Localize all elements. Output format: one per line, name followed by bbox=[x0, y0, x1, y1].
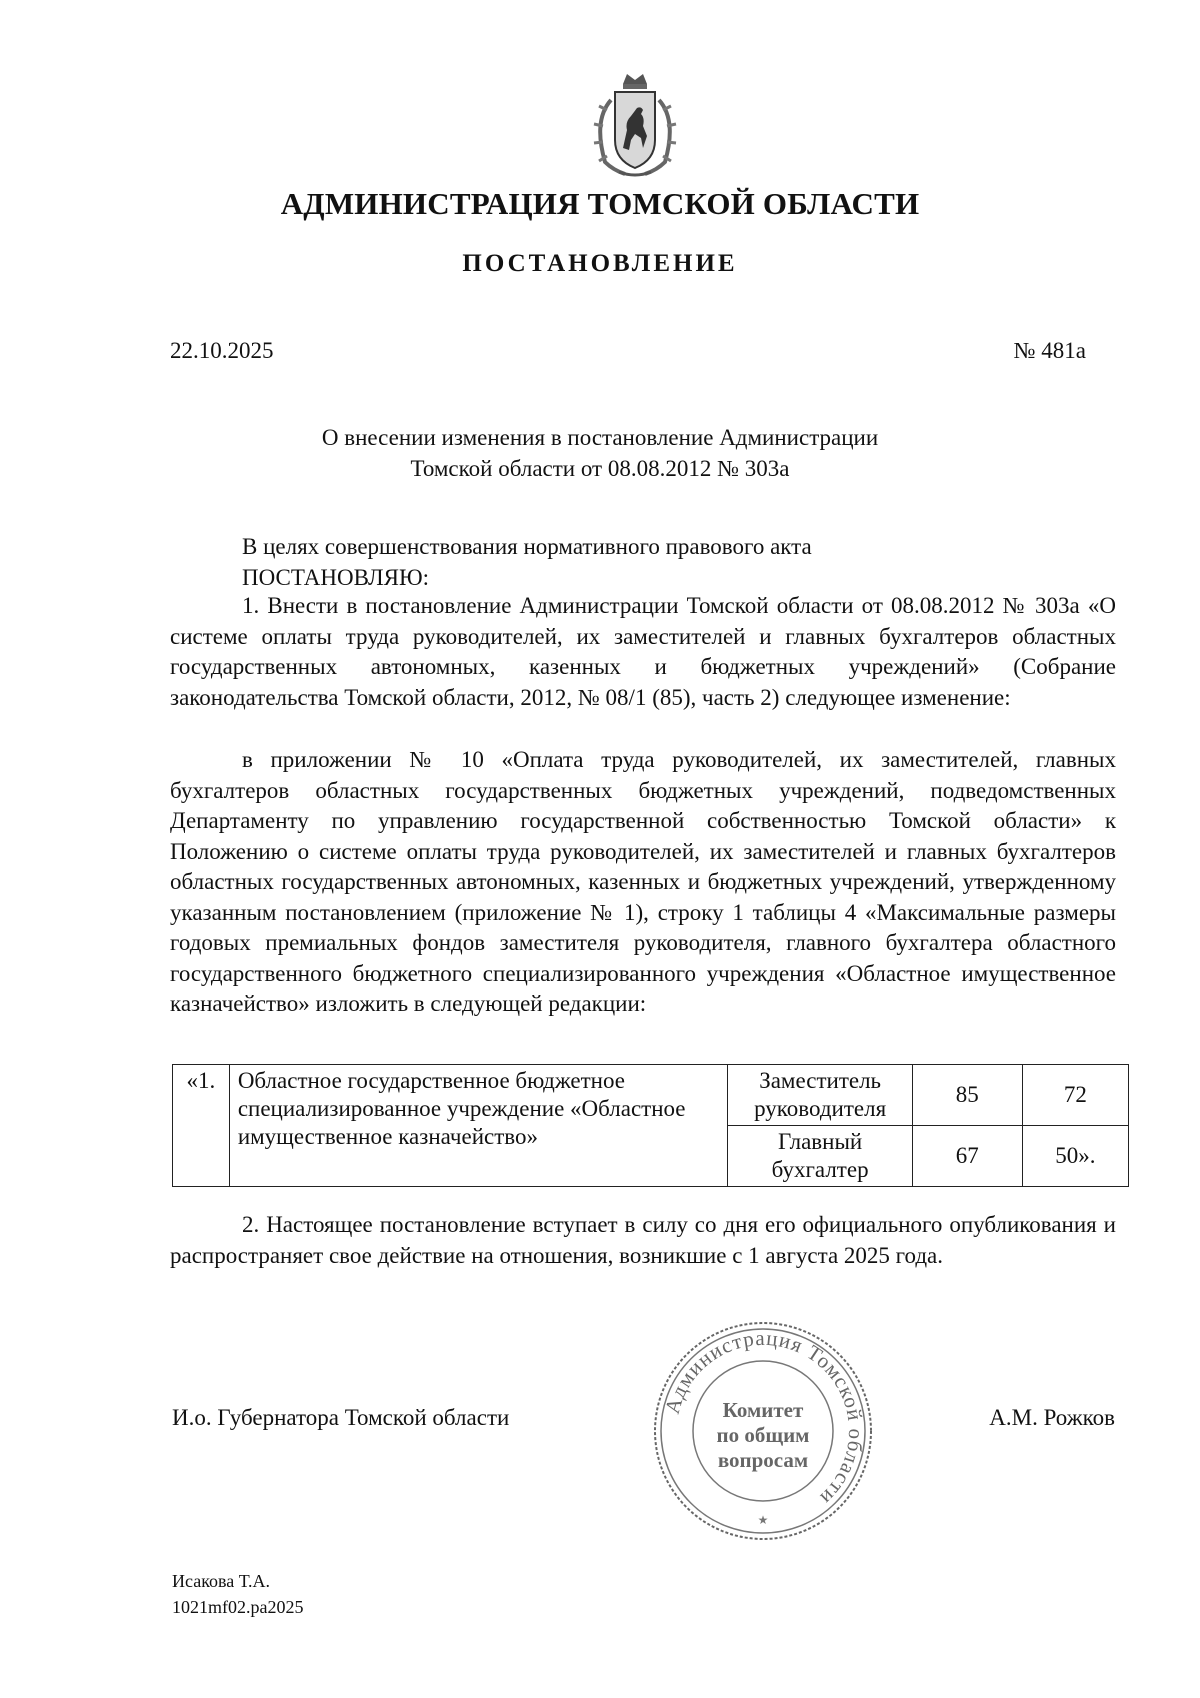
table-row bbox=[173, 1065, 1129, 1126]
table-cell-position: Заместитель руководителя bbox=[728, 1065, 912, 1126]
executor-code: 1021mf02.ра2025 bbox=[172, 1597, 304, 1617]
coat-of-arms-emblem bbox=[583, 70, 687, 180]
signatory-name: А.М. Рожков bbox=[989, 1405, 1115, 1430]
table-cell-value-1: 67 bbox=[912, 1126, 1022, 1187]
stamp-center-line-3: вопросам bbox=[717, 1448, 809, 1472]
executor-block bbox=[172, 1568, 303, 1620]
item-1-text-paragraph: в приложении № 10 «Оплата труда руководителей, их заместителей, главных бухгалтеров областных государственных бюджетных учреждений, подведомственных Департаменту по управлению государственной собственностью Томской области» к Положению о системе оплаты труда руководителей, их заместителей и главных бухгалтеров областных государственных автономных, казенных и бюджетных учреждений, утвержденному указанным постановлением (приложение № 1), строку 1 таблицы 4 «Максимальные размеры годовых премиальных фондов заместителя руководителя, главного бухгалтера областного государственного бюджетного специализированного учреждения «Областное имущественное казначейство» изложить в следующей редакции: bbox=[170, 747, 1116, 1016]
signatory-title: И.о. Губернатора Томской области bbox=[172, 1405, 510, 1430]
amendment-table bbox=[172, 1064, 1129, 1187]
subject-line-2: Томской области от 08.08.2012 № 303а bbox=[410, 456, 790, 481]
stamp-center-line-1: Комитет bbox=[722, 1398, 804, 1422]
document-date: 22.10.2025 bbox=[170, 338, 274, 363]
table-cell-institution: Областное государственное бюджетное специализированное учреждение «Областное имущественное казначейство» bbox=[229, 1065, 728, 1187]
item-1-paragraph: 1. Внести в постановление Администрации Томской области от 08.08.2012 № 303а «О системе оплаты труда руководителей, их заместителей и главных бухгалтеров областных государственных автономных, казенных и бюджетных учреждений» (Собрание законодательства Томской области, 2012, № 08/1 (85), часть 2) следующее изменение: bbox=[170, 593, 1116, 710]
item-2-paragraph: 2. Настоящее постановление вступает в силу со дня его официального опубликования и распространяет свое действие на отношения, возникшие с 1 августа 2025 года. bbox=[170, 1212, 1116, 1268]
svg-text:★: ★ bbox=[757, 1513, 769, 1527]
document-subject bbox=[0, 422, 1200, 484]
table-cell-value-2: 50». bbox=[1022, 1126, 1128, 1187]
decree-word: ПОСТАНОВЛЯЮ: bbox=[242, 565, 430, 590]
table-cell-value-2: 72 bbox=[1022, 1065, 1128, 1126]
executor-name: Исакова Т.А. bbox=[172, 1571, 270, 1591]
table-cell-value-1: 85 bbox=[912, 1065, 1022, 1126]
document-type-title: ПОСТАНОВЛЕНИЕ bbox=[462, 250, 738, 277]
stamp-ring-text: Администрация Томской области bbox=[659, 1325, 869, 1511]
document-number: № 481а bbox=[1013, 338, 1086, 363]
table-cell-number: «1. bbox=[173, 1065, 230, 1187]
intro-paragraph: В целях совершенствования нормативного правового акта bbox=[242, 534, 812, 559]
table-cell-position: Главный бухгалтер bbox=[728, 1126, 912, 1187]
subject-line-1: О внесении изменения в постановление Администрации bbox=[321, 425, 879, 450]
stamp-center-line-2: по общим bbox=[716, 1423, 810, 1447]
official-stamp bbox=[648, 1316, 878, 1546]
organization-title: АДМИНИСТРАЦИЯ ТОМСКОЙ ОБЛАСТИ bbox=[280, 186, 920, 221]
